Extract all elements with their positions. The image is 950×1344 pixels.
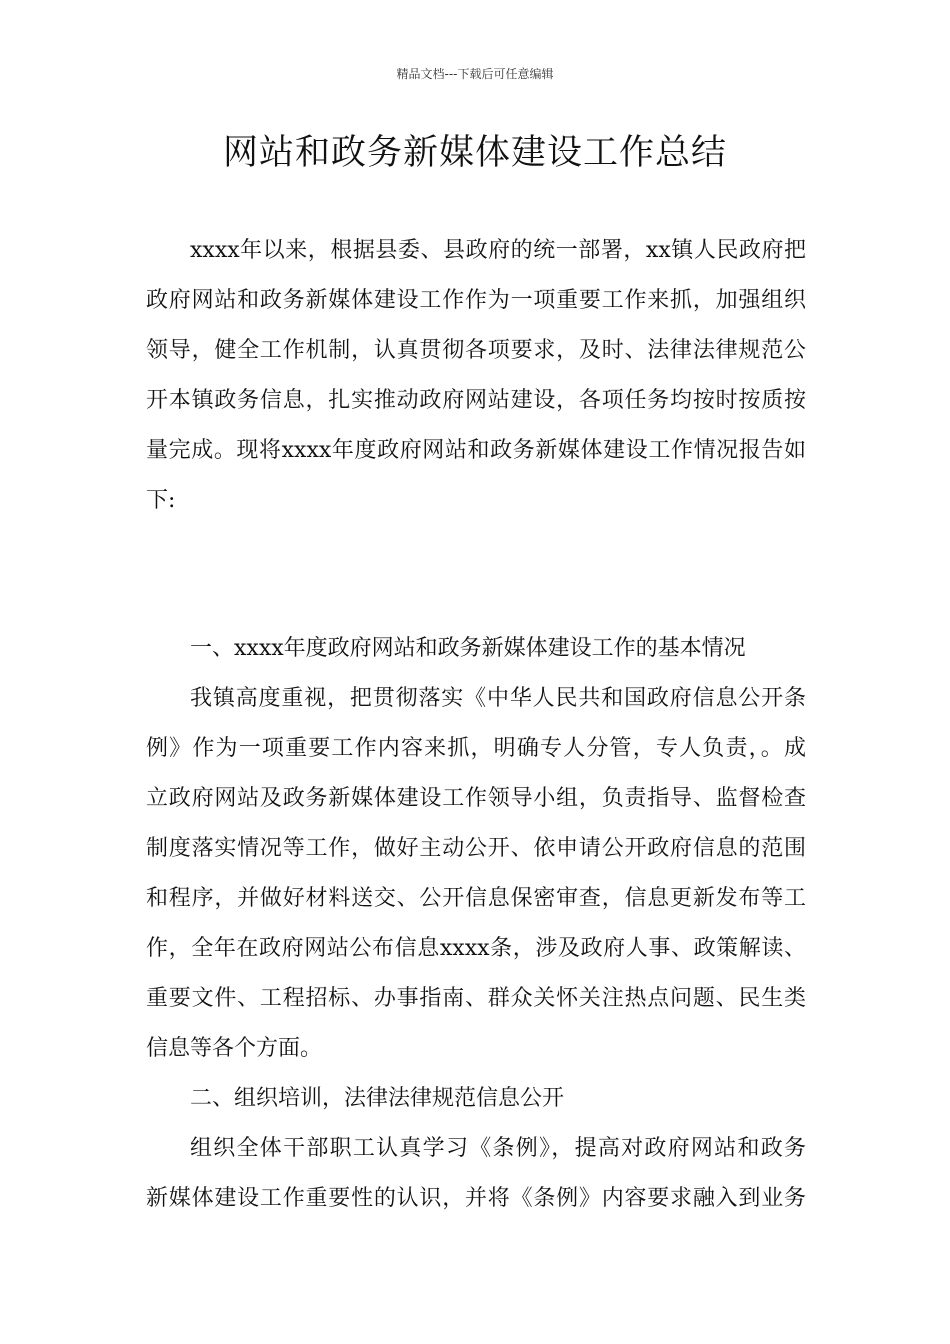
paragraph-line: 作，全年在政府网站公布信息xxxx条，涉及政府人事、政策解读、 (146, 936, 806, 961)
document-title: 网站和政务新媒体建设工作总结 (222, 133, 727, 173)
paragraph-line: 和程序，并做好材料送交、公开信息保密审查，信息更新发布等工 (146, 886, 806, 911)
paragraph-line: 我镇高度重视，把贯彻落实《中华人民共和国政府信息公开条 (190, 686, 806, 711)
paragraph-line: 下: (146, 488, 176, 513)
paragraph-line: 量完成。现将xxxx年度政府网站和政务新媒体建设工作情况报告如 (146, 438, 806, 463)
paragraph-line: 信息等各个方面。 (146, 1036, 323, 1061)
paragraph-line: 立政府网站及政务新媒体建设工作领导小组，负责指导、监督检查 (146, 786, 806, 811)
paragraph-line: 例》作为一项重要工作内容来抓，明确专人分管，专人负责，。成 (146, 736, 806, 761)
section-heading: 二、组织培训，法律法律规范信息公开 (190, 1086, 565, 1111)
paragraph-line: xxxx年以来，根据县委、县政府的统一部署，xx镇人民政府把 (190, 238, 806, 263)
paragraph-line: 组织全体干部职工认真学习《条例》，提高对政府网站和政务 (190, 1136, 806, 1161)
paragraph-line: 重要文件、工程招标、办事指南、群众关怀关注热点问题、民生类 (146, 986, 806, 1011)
paragraph-line: 领导，健全工作机制，认真贯彻各项要求，及时、法律法律规范公 (146, 338, 806, 363)
section-heading: 一、xxxx年度政府网站和政务新媒体建设工作的基本情况 (190, 636, 746, 661)
paragraph-line: 制度落实情况等工作，做好主动公开、依申请公开政府信息的范围 (146, 836, 806, 861)
paragraph-line: 新媒体建设工作重要性的认识，并将《条例》内容要求融入到业务 (146, 1186, 806, 1211)
paragraph-line: 政府网站和政务新媒体建设工作作为一项重要工作来抓，加强组织 (146, 288, 806, 313)
header-note: 精品文档---下载后可任意编辑 (396, 67, 554, 81)
paragraph-line: 开本镇政务信息，扎实推动政府网站建设，各项任务均按时按质按 (146, 388, 806, 413)
